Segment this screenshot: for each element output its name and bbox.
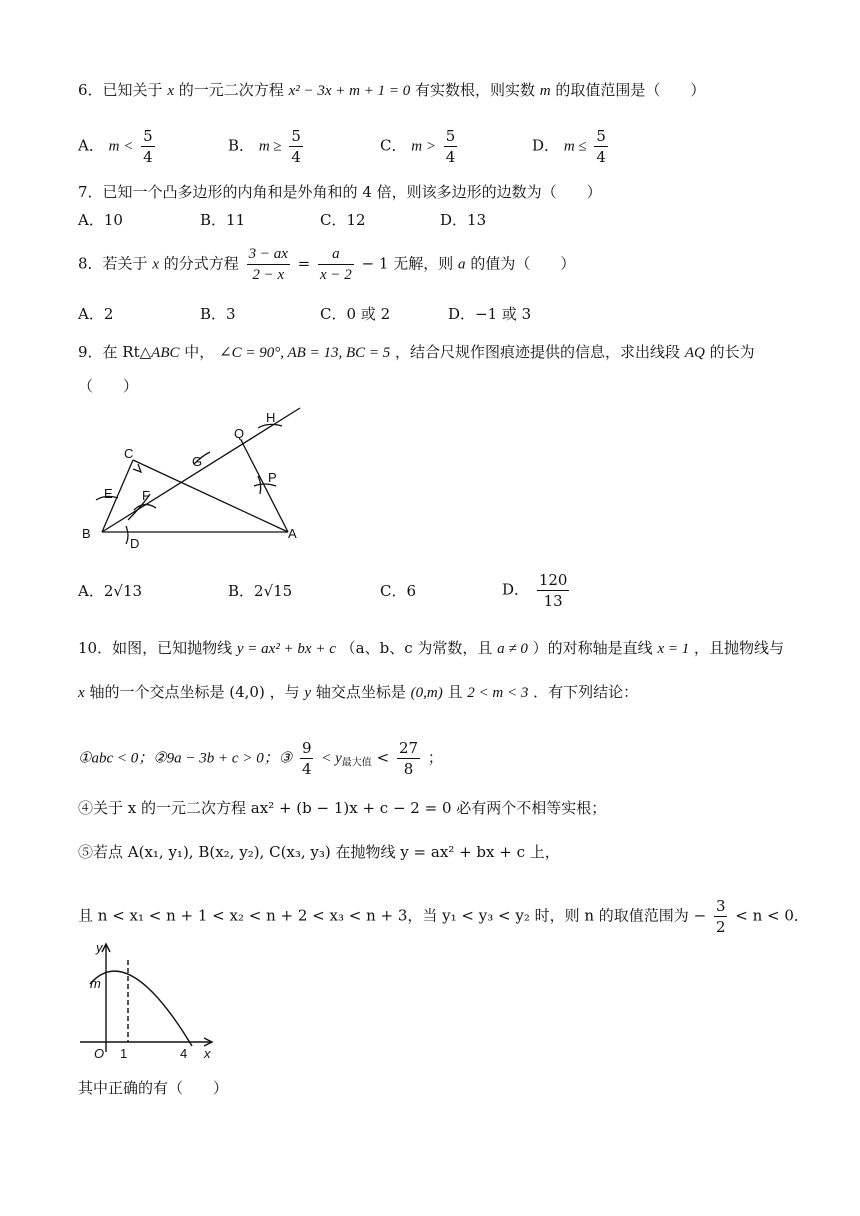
- q6-option-c[interactable]: [380, 126, 460, 167]
- q10-text: ．有下列结论：: [533, 683, 639, 701]
- option-label: C．: [380, 136, 407, 155]
- label-a: A: [288, 526, 297, 541]
- frac-num: 3 − ax: [247, 244, 290, 265]
- option-label: A．: [78, 582, 104, 600]
- q6-var-m: m: [539, 83, 551, 99]
- q8-stem: [78, 244, 575, 285]
- q10-var-x: x: [78, 685, 85, 701]
- option-label: B．: [200, 305, 227, 323]
- option-value: 2: [103, 305, 114, 323]
- q10-text: ，与: [269, 683, 300, 701]
- q10-text: < n < 0．: [735, 906, 809, 925]
- q6-text-4: 的取值范围是（ ）: [555, 81, 706, 99]
- q6-equation: x² − 3x + m + 1 = 0: [288, 83, 411, 99]
- option-value: 10: [103, 211, 123, 229]
- label-q: Q: [234, 426, 245, 441]
- q10-subscript: 最大值: [341, 757, 372, 769]
- q8-text-4: 的值为（ ）: [470, 254, 576, 273]
- q8-var-x: x: [152, 256, 159, 273]
- q10-frac-9-4: [300, 738, 314, 779]
- option-label: B．: [228, 136, 255, 155]
- q9-option-a[interactable]: [78, 581, 142, 601]
- frac-num: 3: [715, 897, 726, 915]
- q10-text: （a、b、c 为常数，且: [340, 639, 493, 657]
- q10-text: 轴交点坐标是: [315, 683, 406, 701]
- q8-eq-sign: =: [297, 254, 311, 273]
- frac-num: 5: [596, 127, 606, 145]
- q10-condition: a ≠ 0: [497, 641, 528, 657]
- option-label: D．: [532, 136, 560, 155]
- option-label: D．: [448, 305, 476, 323]
- q6-text-3: 有实数根，则实数: [415, 81, 536, 99]
- q6-var-x: x: [167, 83, 174, 99]
- q7-stem: 7．已知一个凸多边形的内角和是外角和的 4 倍，则该多边形的边数为（ ）: [78, 183, 602, 201]
- label-g: G: [192, 454, 203, 469]
- option-value: 11: [226, 211, 246, 229]
- q10-line-2: [78, 682, 638, 703]
- q6-stem: [78, 80, 705, 101]
- frac-num: a: [318, 244, 354, 265]
- label-b: B: [82, 526, 91, 541]
- q7-option-b[interactable]: [200, 210, 245, 230]
- q10-point-2: (0,m): [410, 685, 443, 701]
- frac-den: 4: [143, 148, 153, 166]
- q9-text-2: 中，: [184, 343, 215, 361]
- q10-line-1: [78, 638, 784, 659]
- option-label: C．: [320, 211, 347, 229]
- q9-stem: [78, 342, 755, 363]
- label-origin: O: [94, 1046, 105, 1061]
- q6-option-a[interactable]: [78, 126, 158, 167]
- frac-den: 4: [291, 148, 301, 166]
- q10-point-1: (4,0): [229, 683, 265, 701]
- q10-frac-3-2: [714, 896, 728, 937]
- option-label: A．: [78, 305, 104, 323]
- q10-conclusion-5-cont: [78, 896, 809, 937]
- q6-text-2: 的一元二次方程: [178, 81, 284, 99]
- perpendicular-bisector-line: [241, 440, 288, 532]
- option-label: A．: [78, 211, 104, 229]
- frac-den: 4: [301, 760, 312, 778]
- option-value: 13: [467, 211, 487, 229]
- q10-text: <: [376, 748, 390, 767]
- q8-option-c[interactable]: [320, 304, 390, 324]
- option-value: 12: [346, 211, 366, 229]
- frac-num: 5: [445, 127, 456, 145]
- option-fraction: [444, 126, 458, 167]
- option-label: C．: [320, 305, 347, 323]
- frac-num: 27: [398, 739, 419, 757]
- option-relation: m ≥: [258, 138, 282, 155]
- frac-den: 2: [715, 918, 726, 936]
- q10-text: 且 n < x₁ < n + 1 < x₂ < n + 2 < x₃ < n + 3，当 y₁ < y₃ < y₂ 时，则 n 的取值范围为 −: [78, 906, 707, 925]
- label-y: y: [96, 940, 103, 955]
- option-value: 3: [226, 305, 236, 323]
- q10-conclusions-1-3: [78, 738, 443, 779]
- q9-conditions: ∠C = 90°, AB = 13, BC = 5: [219, 345, 391, 361]
- frac-den: 4: [445, 148, 456, 166]
- q6-option-d[interactable]: [532, 126, 611, 167]
- q8-fraction-1: [247, 244, 290, 285]
- label-h: H: [266, 410, 276, 425]
- option-value: 0 或 2: [346, 305, 391, 323]
- q8-option-b[interactable]: [200, 304, 236, 324]
- option-value: 6: [406, 582, 417, 600]
- q10-text: ，且抛物线与: [694, 639, 785, 657]
- q8-option-a[interactable]: [78, 304, 113, 324]
- arc-mark-d: [126, 526, 128, 544]
- option-label: D．: [502, 580, 530, 599]
- label-e: E: [104, 486, 113, 501]
- q8-fraction-2: [318, 244, 354, 285]
- q10-closing: 其中正确的有（ ）: [78, 1079, 229, 1097]
- option-relation: m ≤: [563, 138, 587, 155]
- option-label: B．: [228, 582, 255, 600]
- q10-conclusion-5: ⑤若点 A(x₁, y₁), B(x₂, y₂), C(x₃, y₃) 在抛物线 y = ax² + bx + c 上，: [78, 843, 560, 861]
- frac-num: 5: [143, 127, 153, 145]
- q10-parabola-eq: y = ax² + bx + c: [236, 641, 336, 657]
- q8-text-3: 无解，则: [393, 254, 454, 273]
- frac-den: 8: [403, 760, 414, 778]
- q9-text-1: 9．在 Rt△: [78, 343, 152, 361]
- q10-text: 10．如图，已知抛物线: [78, 639, 233, 657]
- option-label: C．: [380, 582, 407, 600]
- option-relation: m <: [108, 138, 134, 155]
- q10-frac-27-8: [397, 738, 420, 779]
- label-d: D: [130, 536, 140, 551]
- q7-option-c[interactable]: [320, 210, 366, 230]
- q10-text: ；: [427, 748, 443, 767]
- option-fraction: [594, 126, 608, 167]
- q8-option-d[interactable]: [448, 304, 531, 324]
- q7-option-a[interactable]: [78, 210, 123, 230]
- option-fraction: [537, 570, 570, 611]
- q6-option-b[interactable]: [228, 126, 306, 167]
- q9-option-b[interactable]: [228, 581, 292, 601]
- q10-range: 2 < m < 3: [467, 685, 529, 701]
- q9-triangle: ABC: [151, 345, 180, 361]
- q8-text-2: 的分式方程: [163, 254, 239, 273]
- q10-parabola-graph: [80, 938, 230, 1064]
- q10-text: < y: [321, 750, 342, 767]
- label-f: F: [142, 488, 150, 503]
- label-one: 1: [120, 1046, 128, 1061]
- q8-text-1: 8．若关于: [78, 254, 148, 273]
- option-fraction: [141, 126, 155, 167]
- q8-var-a: a: [458, 256, 466, 273]
- q9-text-4: 的长为: [709, 343, 755, 361]
- q10-axis: x = 1: [657, 641, 690, 657]
- label-m: m: [90, 976, 101, 991]
- q10-text: ）的对称轴是直线: [532, 639, 653, 657]
- q6-text-1: 6．已知关于: [78, 81, 163, 99]
- q9-paren: （ ）: [78, 377, 139, 395]
- frac-den: x − 2: [320, 267, 352, 283]
- option-label: A．: [78, 136, 104, 155]
- q9-option-c[interactable]: [380, 581, 416, 601]
- q10-text: ①abc < 0；②9a − 3b + c > 0；③: [78, 750, 293, 767]
- option-label: D．: [440, 211, 468, 229]
- q10-conclusion-4: ④关于 x 的一元二次方程 ax² + (b − 1)x + c − 2 = 0 必有两个不相等实根；: [78, 799, 607, 817]
- label-c: C: [124, 446, 134, 461]
- q9-text-3: ，结合尺规作图痕迹提供的信息，求出线段: [395, 343, 681, 361]
- label-p: P: [268, 470, 277, 485]
- label-x: x: [204, 1046, 211, 1061]
- frac-den: 4: [596, 148, 606, 166]
- q9-construction-figure: [78, 402, 308, 552]
- q8-tail: − 1: [361, 254, 389, 273]
- q9-option-d[interactable]: [502, 570, 572, 611]
- frac-den: 13: [543, 592, 563, 610]
- option-value: 2√13: [103, 582, 143, 600]
- q10-text: 轴的一个交点坐标是: [89, 683, 225, 701]
- option-label: B．: [200, 211, 227, 229]
- right-angle-mark: [133, 464, 141, 472]
- frac-num: 120: [538, 571, 568, 589]
- option-fraction: [289, 126, 303, 167]
- frac-num: 5: [291, 127, 301, 145]
- q10-text: 且: [447, 683, 463, 701]
- option-value: 2√15: [254, 582, 293, 600]
- frac-den: 2 − x: [252, 267, 285, 283]
- q9-segment: AQ: [684, 345, 705, 361]
- q7-option-d[interactable]: [440, 210, 486, 230]
- q10-var-y: y: [304, 685, 312, 701]
- option-value: −1 或 3: [475, 305, 532, 323]
- frac-num: 9: [301, 739, 312, 757]
- label-four: 4: [180, 1046, 188, 1061]
- segment-ca: [133, 460, 288, 532]
- option-relation: m >: [411, 138, 436, 155]
